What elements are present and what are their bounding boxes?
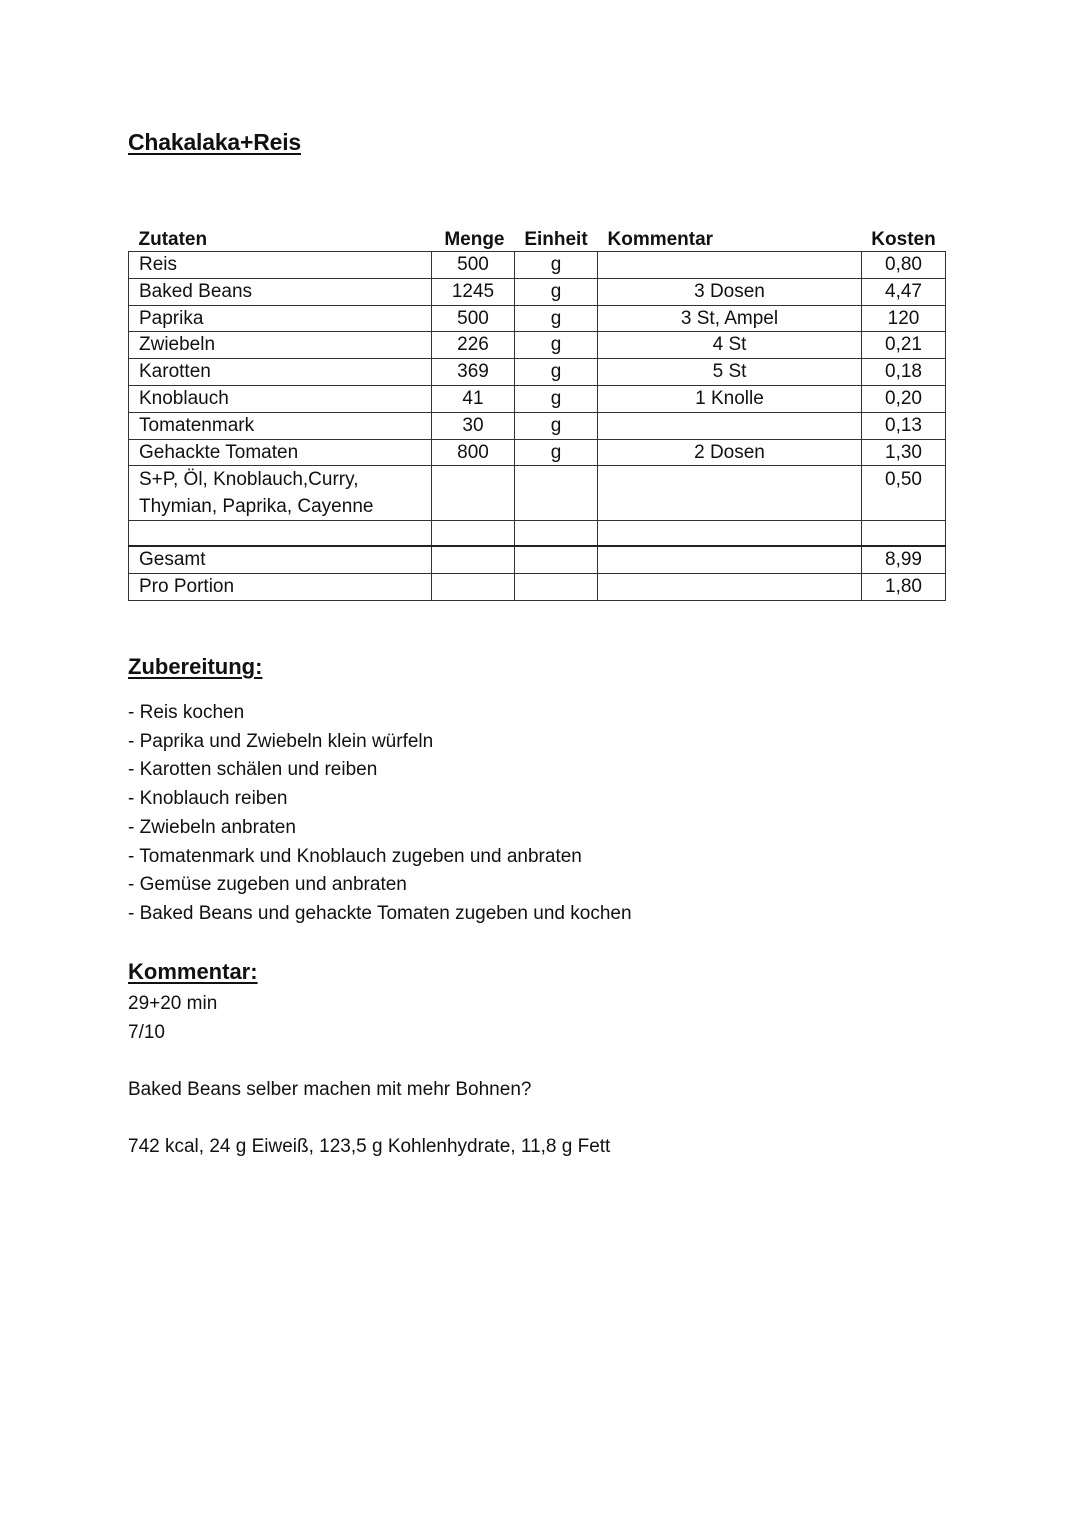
cell-kosten: 0,80 — [862, 252, 946, 279]
cell-kommentar: 4 St — [598, 332, 862, 359]
cell-kommentar: 3 St, Ampel — [598, 305, 862, 332]
preparation-step: - Paprika und Zwiebeln klein würfeln — [128, 730, 434, 752]
column-header-kosten: Kosten — [871, 229, 936, 250]
preparation-step: - Reis kochen — [128, 702, 245, 723]
gesamt-label: Gesamt — [129, 546, 432, 573]
pro-portion-label: Pro Portion — [129, 574, 432, 601]
table-row — [129, 252, 946, 279]
cooking-time: 29+20 min — [128, 993, 218, 1014]
cell-kosten: 0,18 — [862, 359, 946, 386]
table-row-gesamt — [129, 546, 946, 573]
column-header-kommentar: Kommentar — [607, 229, 714, 250]
cell-kommentar: 5 St — [598, 359, 862, 386]
cell-empty — [598, 546, 862, 573]
cell-menge — [432, 466, 515, 521]
cell-empty — [598, 521, 862, 547]
ingredients-table — [128, 224, 946, 601]
table-row-spices — [129, 466, 946, 521]
cell-empty — [432, 521, 515, 547]
cell-einheit: g — [515, 359, 598, 386]
preparation-steps-list — [128, 699, 632, 929]
kommentar-heading: Kommentar: — [128, 959, 258, 984]
table-row-empty — [129, 521, 946, 547]
cell-kommentar — [598, 412, 862, 439]
cell-menge: 30 — [432, 412, 515, 439]
cell-einheit: g — [515, 305, 598, 332]
cell-menge: 500 — [432, 305, 515, 332]
column-header-einheit: Einheit — [524, 229, 588, 250]
zubereitung-heading: Zubereitung: — [128, 654, 263, 679]
cell-kosten: 0,20 — [862, 385, 946, 412]
cell-kommentar: 1 Knolle — [598, 385, 862, 412]
cell-kommentar — [598, 466, 862, 521]
recipe-title: Chakalaka+Reis — [128, 129, 302, 155]
column-header-menge: Menge — [444, 229, 505, 250]
cell-zutat: Paprika — [129, 305, 432, 332]
cell-menge: 369 — [432, 359, 515, 386]
cell-kommentar: 3 Dosen — [598, 278, 862, 305]
cell-einheit: g — [515, 278, 598, 305]
cell-kosten: 4,47 — [862, 278, 946, 305]
cell-empty — [432, 574, 515, 601]
cell-menge: 226 — [432, 332, 515, 359]
cell-zutat: Knoblauch — [129, 385, 432, 412]
cell-zutat: Gehackte Tomaten — [129, 439, 432, 466]
cell-kosten: 0,21 — [862, 332, 946, 359]
cell-zutat: Karotten — [129, 359, 432, 386]
nutrition-info: 742 kcal, 24 g Eiweiß, 123,5 g Kohlenhydrate, 11,8 g Fett — [128, 1136, 611, 1158]
cell-kosten: 1,30 — [862, 439, 946, 466]
spacer — [128, 1047, 610, 1076]
cell-einheit: g — [515, 332, 598, 359]
cell-einheit: g — [515, 385, 598, 412]
cell-einheit: g — [515, 252, 598, 279]
cell-empty — [598, 574, 862, 601]
cell-empty — [129, 521, 432, 547]
cell-empty — [515, 574, 598, 601]
gesamt-kosten: 8,99 — [862, 546, 946, 573]
cell-kommentar — [598, 252, 862, 279]
table-row-pro-portion — [129, 574, 946, 601]
cell-empty — [515, 546, 598, 573]
preparation-step: - Knoblauch reiben — [128, 788, 288, 810]
preparation-step: - Zwiebeln anbraten — [128, 816, 296, 838]
cell-kosten: 0,50 — [862, 466, 946, 521]
comment-note: Baked Beans selber machen mit mehr Bohnen? — [128, 1079, 532, 1101]
preparation-step: - Gemüse zugeben und anbraten — [128, 874, 407, 896]
preparation-step: - Tomatenmark und Knoblauch zugeben und anbraten — [128, 845, 582, 867]
cell-empty — [432, 546, 515, 573]
table-header-row — [129, 224, 946, 252]
rating: 7/10 — [128, 1021, 165, 1043]
preparation-step: - Baked Beans und gehackte Tomaten zugeben und kochen — [128, 902, 632, 924]
table-row — [129, 412, 946, 439]
cell-menge: 500 — [432, 252, 515, 279]
cell-einheit: g — [515, 412, 598, 439]
cell-zutat: S+P, Öl, Knoblauch,Curry, Thymian, Paprika, Cayenne — [129, 466, 432, 521]
table-row — [129, 439, 946, 466]
table-row — [129, 359, 946, 386]
cell-zutat: Tomatenmark — [129, 412, 432, 439]
table-row — [129, 332, 946, 359]
cell-kosten: 0,13 — [862, 412, 946, 439]
column-header-zutaten: Zutaten — [138, 229, 208, 250]
cell-einheit — [515, 466, 598, 521]
spacer — [128, 1105, 610, 1134]
table-row — [129, 278, 946, 305]
cell-zutat: Zwiebeln — [129, 332, 432, 359]
cell-kommentar: 2 Dosen — [598, 439, 862, 466]
comments-block — [128, 990, 610, 1162]
cell-kosten: 120 — [862, 305, 946, 332]
cell-zutat: Reis — [129, 252, 432, 279]
preparation-step: - Karotten schälen und reiben — [128, 759, 378, 781]
cell-empty — [515, 521, 598, 547]
cell-menge: 41 — [432, 385, 515, 412]
table-row — [129, 305, 946, 332]
table-row — [129, 385, 946, 412]
cell-einheit: g — [515, 439, 598, 466]
pro-portion-kosten: 1,80 — [862, 574, 946, 601]
cell-zutat: Baked Beans — [129, 278, 432, 305]
cell-menge: 800 — [432, 439, 515, 466]
cell-empty — [862, 521, 946, 547]
cell-menge: 1245 — [432, 278, 515, 305]
